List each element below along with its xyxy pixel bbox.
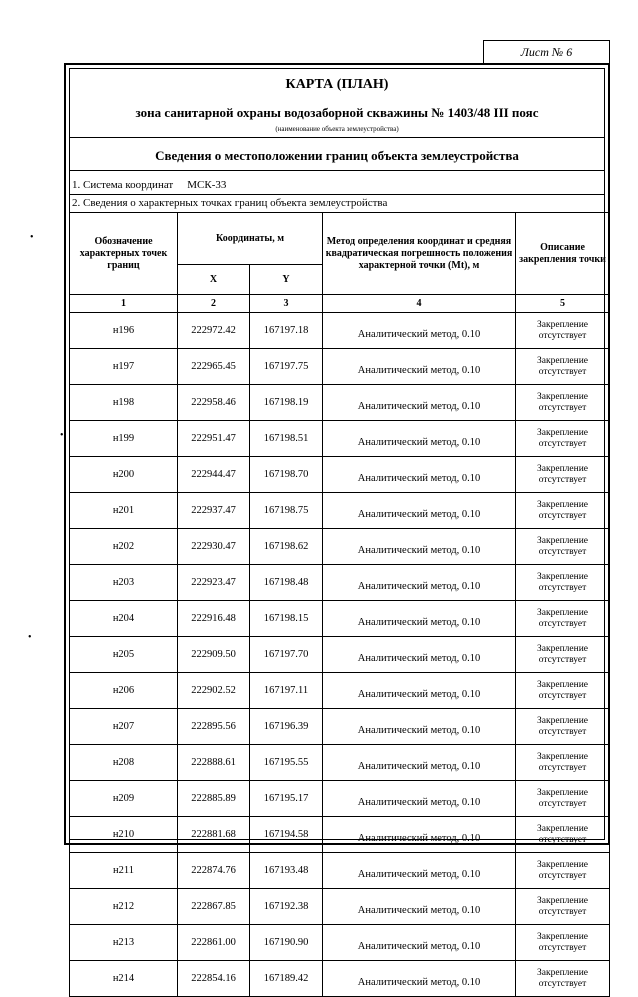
fixation-cell: Закрепление отсутствует — [516, 889, 610, 925]
document-title: КАРТА (ПЛАН) — [285, 77, 389, 92]
header-x: X — [178, 265, 250, 295]
coord-x-cell: 222881.68 — [178, 817, 250, 853]
coord-system-row — [72, 179, 226, 191]
coord-y-cell: 167198.48 — [250, 565, 323, 601]
coord-y-cell: 167190.90 — [250, 925, 323, 961]
method-cell: Аналитический метод, 0.10 — [323, 421, 516, 457]
table-row — [70, 781, 610, 817]
fixation-cell: Закрепление отсутствует — [516, 781, 610, 817]
point-name-cell: н201 — [70, 493, 178, 529]
document-inner-frame — [69, 68, 606, 989]
point-name-cell: н196 — [70, 313, 178, 349]
column-number: 1 — [70, 295, 178, 313]
coord-y-cell: 167192.38 — [250, 889, 323, 925]
coord-y-cell: 167198.70 — [250, 457, 323, 493]
coord-x-cell: 222909.50 — [178, 637, 250, 673]
coord-x-cell: 222930.47 — [178, 529, 250, 565]
method-cell: Аналитический метод, 0.10 — [323, 853, 516, 889]
point-name-cell: н209 — [70, 781, 178, 817]
coord-x-cell: 222944.47 — [178, 457, 250, 493]
coord-x-cell: 222885.89 — [178, 781, 250, 817]
table-row — [70, 853, 610, 889]
fixation-cell: Закрепление отсутствует — [516, 925, 610, 961]
table-row — [70, 385, 610, 421]
method-cell: Аналитический метод, 0.10 — [323, 385, 516, 421]
coord-x-cell: 222972.42 — [178, 313, 250, 349]
method-cell: Аналитический метод, 0.10 — [323, 961, 516, 997]
table-row — [70, 889, 610, 925]
method-cell: Аналитический метод, 0.10 — [323, 781, 516, 817]
points-table — [69, 212, 610, 997]
header-coordinates: Координаты, м — [178, 213, 323, 265]
column-number: 2 — [178, 295, 250, 313]
point-name-cell: н204 — [70, 601, 178, 637]
divider — [70, 170, 604, 171]
coord-system-value: МСК-33 — [187, 179, 227, 191]
point-name-cell: н208 — [70, 745, 178, 781]
table-row — [70, 349, 610, 385]
coord-x-cell: 222867.85 — [178, 889, 250, 925]
fixation-cell: Закрепление отсутствует — [516, 457, 610, 493]
point-name-cell: н198 — [70, 385, 178, 421]
points-label: 2. Сведения о характерных точках границ объекта землеустройства — [72, 197, 388, 209]
coord-x-cell: 222854.16 — [178, 961, 250, 997]
coord-x-cell: 222951.47 — [178, 421, 250, 457]
coord-y-cell: 167189.42 — [250, 961, 323, 997]
fixation-cell: Закрепление отсутствует — [516, 349, 610, 385]
fixation-cell: Закрепление отсутствует — [516, 601, 610, 637]
table-row — [70, 637, 610, 673]
divider — [70, 194, 604, 195]
table-row — [70, 421, 610, 457]
coord-y-cell: 167194.58 — [250, 817, 323, 853]
header-y: Y — [250, 265, 323, 295]
section-title: Сведения о местоположении границ объекта землеустройства — [155, 148, 519, 163]
table-row — [70, 529, 610, 565]
coord-y-cell: 167198.75 — [250, 493, 323, 529]
method-cell: Аналитический метод, 0.10 — [323, 349, 516, 385]
scan-mark: • — [60, 430, 64, 441]
point-name-cell: н200 — [70, 457, 178, 493]
coord-x-cell: 222916.48 — [178, 601, 250, 637]
point-name-cell: н212 — [70, 889, 178, 925]
table-row — [70, 709, 610, 745]
scan-mark: • — [28, 632, 32, 643]
coord-x-cell: 222923.47 — [178, 565, 250, 601]
method-cell: Аналитический метод, 0.10 — [323, 601, 516, 637]
coord-y-cell: 167197.11 — [250, 673, 323, 709]
divider — [70, 137, 604, 138]
table-row — [70, 601, 610, 637]
coord-y-cell: 167197.75 — [250, 349, 323, 385]
point-name-cell: н207 — [70, 709, 178, 745]
coord-y-cell: 167193.48 — [250, 853, 323, 889]
method-cell: Аналитический метод, 0.10 — [323, 925, 516, 961]
point-name-cell: н213 — [70, 925, 178, 961]
fixation-cell: Закрепление отсутствует — [516, 637, 610, 673]
table-row — [70, 961, 610, 997]
coord-y-cell: 167198.19 — [250, 385, 323, 421]
fixation-cell: Закрепление отсутствует — [516, 385, 610, 421]
table-row — [70, 673, 610, 709]
coord-y-cell: 167195.55 — [250, 745, 323, 781]
fixation-cell: Закрепление отсутствует — [516, 853, 610, 889]
method-cell: Аналитический метод, 0.10 — [323, 493, 516, 529]
point-name-cell: н205 — [70, 637, 178, 673]
table-row — [70, 565, 610, 601]
fixation-cell: Закрепление отсутствует — [516, 313, 610, 349]
column-number: 3 — [250, 295, 323, 313]
coord-x-cell: 222937.47 — [178, 493, 250, 529]
method-cell: Аналитический метод, 0.10 — [323, 673, 516, 709]
method-cell: Аналитический метод, 0.10 — [323, 745, 516, 781]
fixation-cell: Закрепление отсутствует — [516, 565, 610, 601]
point-name-cell: н202 — [70, 529, 178, 565]
point-name-cell: н210 — [70, 817, 178, 853]
coord-x-cell: 222874.76 — [178, 853, 250, 889]
document-frame — [64, 63, 610, 989]
point-name-cell: н203 — [70, 565, 178, 601]
method-cell: Аналитический метод, 0.10 — [323, 817, 516, 853]
object-caption: (наименование объекта землеустройства) — [275, 125, 399, 133]
coord-y-cell: 167198.62 — [250, 529, 323, 565]
column-number: 4 — [323, 295, 516, 313]
table-row — [70, 457, 610, 493]
coord-y-cell: 167197.70 — [250, 637, 323, 673]
fixation-cell: Закрепление отсутствует — [516, 421, 610, 457]
fixation-cell: Закрепление отсутствует — [516, 529, 610, 565]
coord-x-cell: 222888.61 — [178, 745, 250, 781]
point-name-cell: н211 — [70, 853, 178, 889]
coord-y-cell: 167198.15 — [250, 601, 323, 637]
table-row — [70, 925, 610, 961]
sheet-number: Лист № 6 — [520, 45, 573, 59]
point-name-cell: н199 — [70, 421, 178, 457]
fixation-cell: Закрепление отсутствует — [516, 817, 610, 853]
coord-x-cell: 222895.56 — [178, 709, 250, 745]
coord-y-cell: 167198.51 — [250, 421, 323, 457]
coord-y-cell: 167195.17 — [250, 781, 323, 817]
method-cell: Аналитический метод, 0.10 — [323, 313, 516, 349]
coord-x-cell: 222958.46 — [178, 385, 250, 421]
point-name-cell: н197 — [70, 349, 178, 385]
table-row — [70, 817, 610, 853]
fixation-cell: Закрепление отсутствует — [516, 961, 610, 997]
fixation-cell: Закрепление отсутствует — [516, 673, 610, 709]
header-designation: Обозначение характерных точек границ — [70, 213, 178, 295]
sheet-number-box — [483, 40, 610, 65]
coord-x-cell: 222965.45 — [178, 349, 250, 385]
method-cell: Аналитический метод, 0.10 — [323, 889, 516, 925]
coord-x-cell: 222861.00 — [178, 925, 250, 961]
table-row — [70, 313, 610, 349]
point-name-cell: н214 — [70, 961, 178, 997]
document-subtitle: зона санитарной охраны водозаборной скважины № 1403/48 III пояс — [135, 105, 539, 120]
header-method: Метод определения координат и средняя квадратическая погрешность положения характерной точки (Mt), м — [323, 213, 516, 295]
point-name-cell: н206 — [70, 673, 178, 709]
column-number: 5 — [516, 295, 610, 313]
header-fixation: Описание закрепления точки — [516, 213, 610, 295]
method-cell: Аналитический метод, 0.10 — [323, 565, 516, 601]
coord-y-cell: 167196.39 — [250, 709, 323, 745]
table-row — [70, 493, 610, 529]
method-cell: Аналитический метод, 0.10 — [323, 457, 516, 493]
coord-system-label: 1. Система координат — [72, 179, 174, 191]
fixation-cell: Закрепление отсутствует — [516, 709, 610, 745]
fixation-cell: Закрепление отсутствует — [516, 745, 610, 781]
coord-y-cell: 167197.18 — [250, 313, 323, 349]
scan-mark: • — [30, 232, 34, 243]
table-row — [70, 745, 610, 781]
method-cell: Аналитический метод, 0.10 — [323, 529, 516, 565]
coord-x-cell: 222902.52 — [178, 673, 250, 709]
fixation-cell: Закрепление отсутствует — [516, 493, 610, 529]
method-cell: Аналитический метод, 0.10 — [323, 709, 516, 745]
method-cell: Аналитический метод, 0.10 — [323, 637, 516, 673]
